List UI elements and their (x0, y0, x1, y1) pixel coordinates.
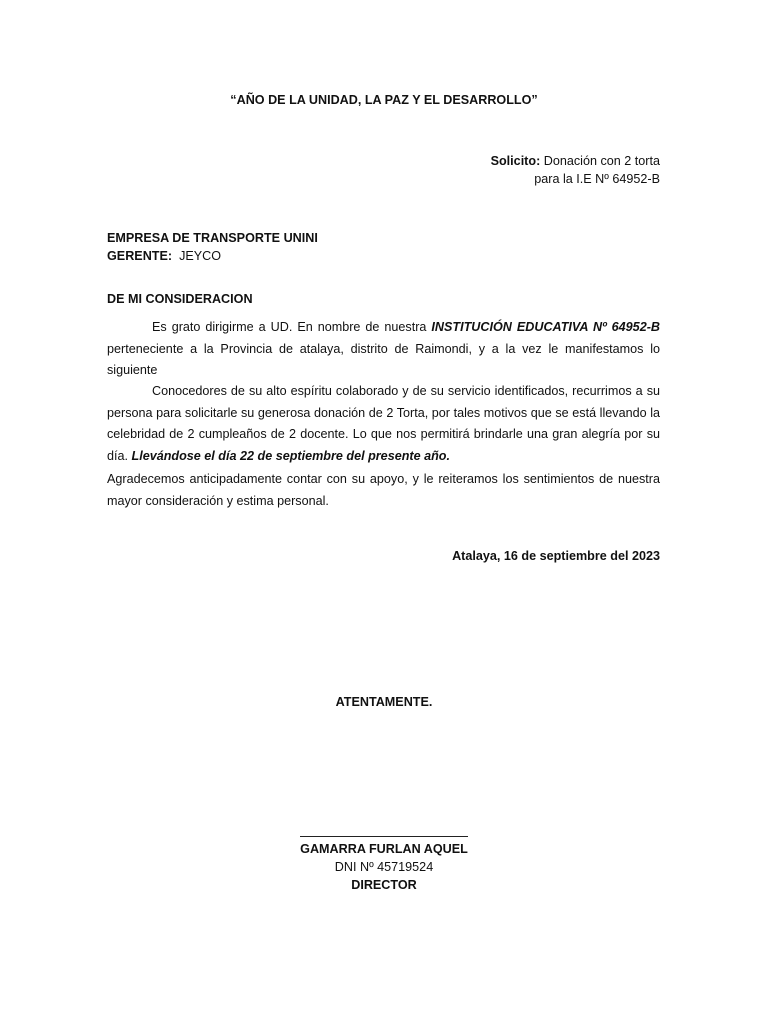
date-line: Atalaya, 16 de septiembre del 2023 (452, 549, 660, 563)
paragraph-1-end: perteneciente a la Provincia de atalaya, distrito de Raimondi, y a la vez le manifestamos lo siguiente (107, 341, 660, 377)
request-label: Solicito: (490, 154, 541, 168)
signer-dni: DNI Nº 45719524 (334, 860, 434, 874)
closing: ATENTAMENTE. (335, 695, 433, 709)
signature-block (0, 840, 768, 894)
paragraph-2-start: Conocedores de su alto espíritu colaborado y de su servicio identificados, recurrimos a su persona para solicitarle su generosa donación de 2 Torta, por tales motivos que se está llevando la celebridad de 2 cumpleaños de 2 docente. Lo que nos permitirá brindarle una gran alegría por su día. (107, 384, 660, 463)
manager-line (107, 247, 318, 265)
institution-name: INSTITUCIÓN EDUCATIVA Nº 64952-B (431, 320, 660, 334)
request-line-2: para la I.E Nº 64952-B (534, 172, 660, 186)
signature-line (300, 836, 468, 837)
request-text-1: Donación con 2 torta (543, 154, 660, 168)
paragraph-3: Agradecemos anticipadamente contar con su apoyo, y le reiteramos los sentimientos de nuestra mayor consideración y estima personal. (107, 472, 660, 508)
company-name: EMPRESA DE TRANSPORTE UNINI (107, 231, 318, 245)
paragraph-1-start: Es grato dirigirme a UD. En nombre de nuestra (152, 320, 432, 334)
manager-label: GERENTE: (107, 249, 173, 263)
year-motto: “AÑO DE LA UNIDAD, LA PAZ Y EL DESARROLLO” (230, 93, 538, 107)
addressee-block (107, 229, 318, 265)
paragraph-2 (107, 381, 660, 467)
salutation: DE MI CONSIDERACION (107, 292, 253, 306)
manager-name: JEYCO (179, 249, 222, 263)
event-date-emphasis: Llevándose el día 22 de septiembre del presente año. (131, 448, 450, 463)
signer-name: GAMARRA FURLAN AQUEL (300, 842, 468, 856)
request-line-1 (491, 152, 660, 170)
request-block (491, 152, 660, 188)
paragraph-1 (107, 317, 660, 382)
signer-title: DIRECTOR (351, 878, 417, 892)
